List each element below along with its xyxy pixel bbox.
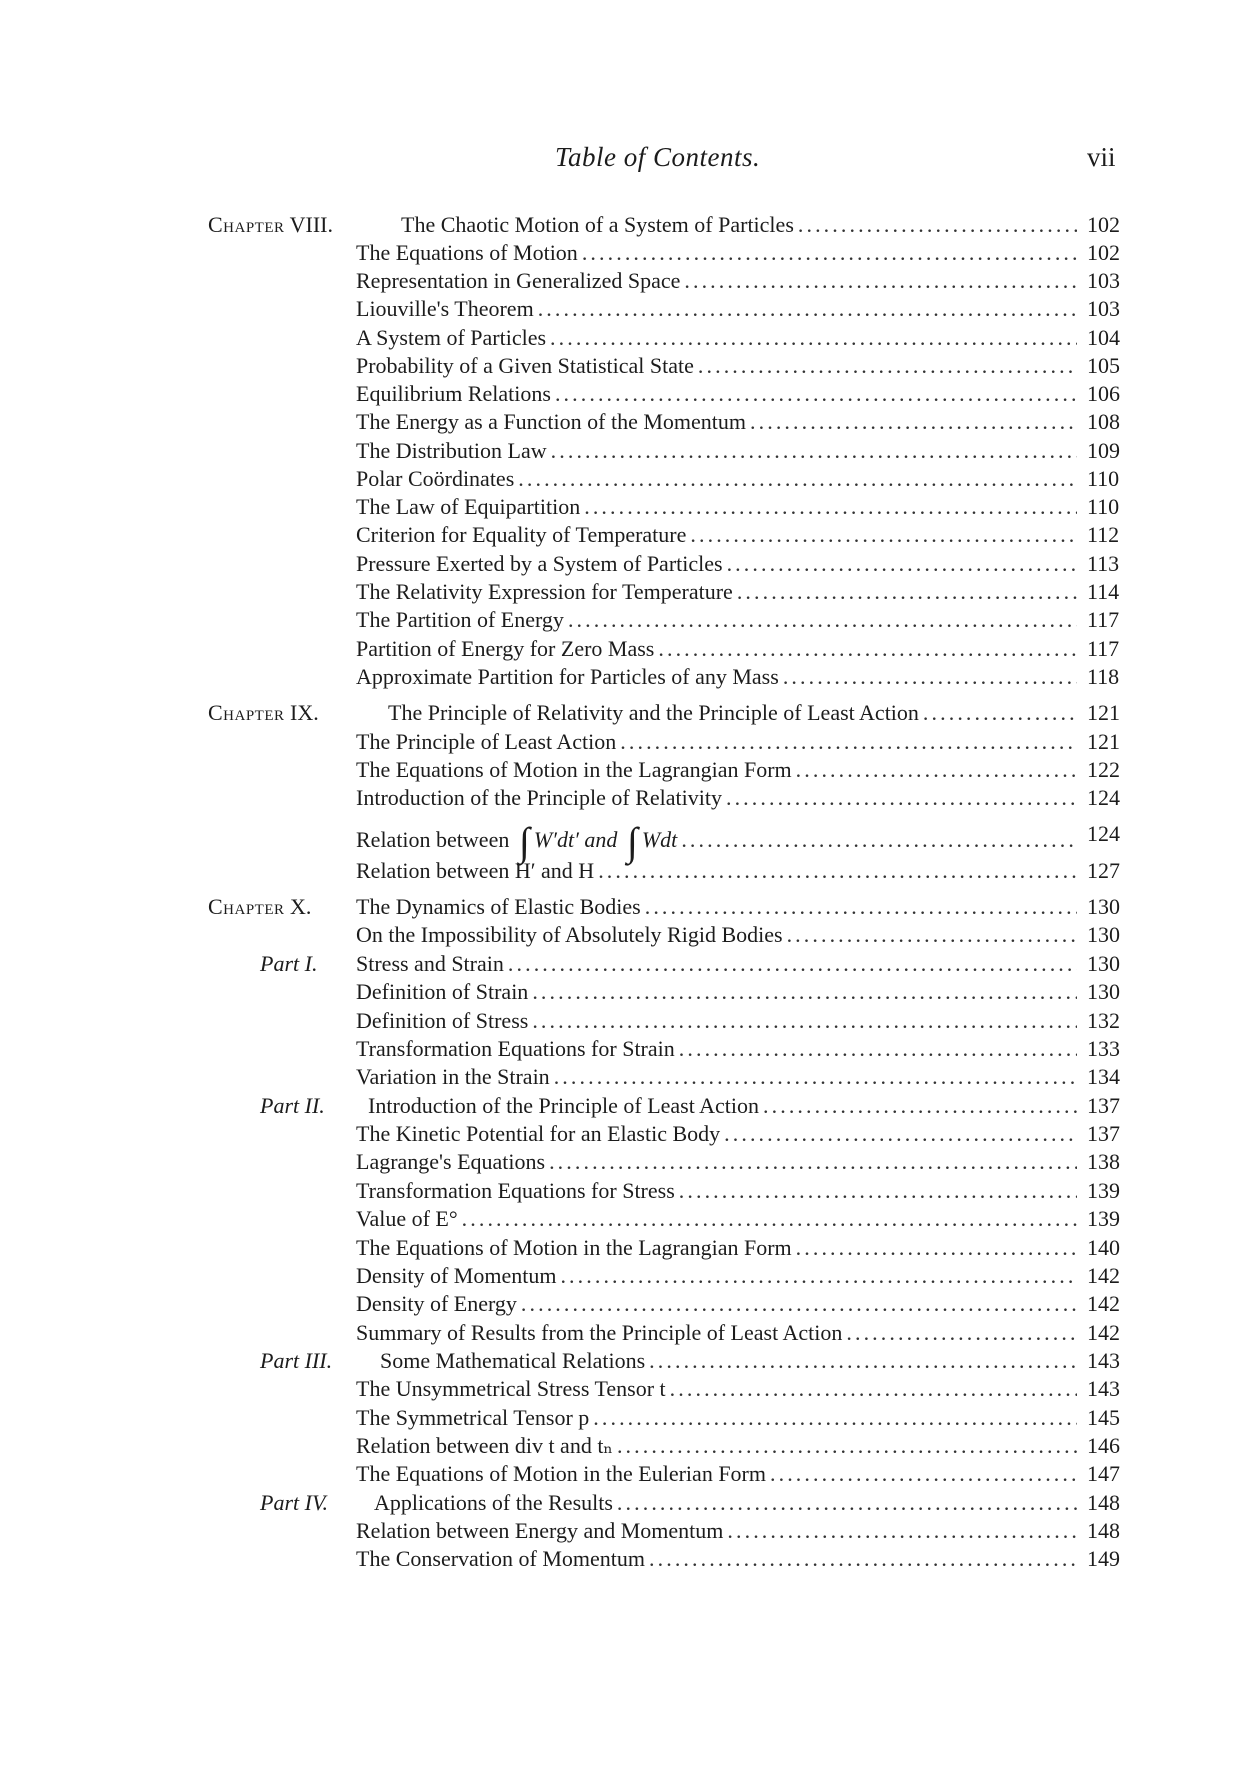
toc-page-number: 147 [1087, 1461, 1120, 1486]
toc-page-number: 104 [1087, 325, 1120, 350]
toc-page-number: 103 [1087, 296, 1120, 321]
toc-line [0, 1346, 1259, 1376]
toc-line [0, 1176, 1259, 1206]
dot-leader [538, 294, 1077, 324]
dot-leader [727, 1516, 1077, 1546]
toc-entry-title: The Unsymmetrical Stress Tensor t [356, 1376, 666, 1401]
toc-page-number: 110 [1087, 494, 1120, 519]
toc-line [0, 812, 1259, 864]
toc-entry[interactable] [356, 1374, 1080, 1404]
dot-leader [645, 892, 1077, 922]
toc-page-number: 127 [1087, 858, 1120, 883]
toc-line [0, 464, 1259, 494]
dot-leader [698, 351, 1077, 381]
toc-entry-title: Representation in Generalized Space [356, 268, 681, 293]
toc-line [0, 238, 1259, 268]
toc-line [0, 755, 1259, 785]
toc-line [0, 977, 1259, 1007]
toc-entry[interactable] [356, 464, 1080, 494]
toc-entry-title: A System of Particles [356, 325, 547, 350]
dot-leader [750, 407, 1077, 437]
toc-page-number: 124 [1087, 785, 1120, 810]
toc-page-number: 110 [1087, 466, 1120, 491]
dot-leader [679, 1034, 1077, 1064]
chapter-label [208, 892, 311, 922]
toc-page-number: 139 [1087, 1206, 1120, 1231]
title-fragment: W′dt′ and [533, 827, 618, 852]
toc-page-number: 148 [1087, 1518, 1120, 1543]
toc-page-number: 121 [1087, 729, 1120, 754]
dot-leader [593, 1403, 1077, 1433]
toc-entry[interactable] [356, 634, 1080, 664]
toc-line [0, 1091, 1259, 1121]
toc-page-number: 108 [1087, 409, 1120, 434]
toc-line [0, 294, 1259, 324]
dot-leader [658, 634, 1077, 664]
toc-line [0, 605, 1259, 635]
dot-leader [462, 1204, 1077, 1234]
dot-leader [670, 1374, 1077, 1404]
dot-leader [798, 210, 1077, 240]
dot-leader [763, 1091, 1077, 1121]
dot-leader [518, 464, 1077, 494]
toc-entry-title [356, 812, 677, 862]
dot-leader [620, 727, 1077, 757]
toc-entry-title: The Equations of Motion in the Lagrangian Form [356, 1235, 792, 1260]
toc-line [0, 1261, 1259, 1291]
toc-entry[interactable] [356, 1147, 1080, 1177]
running-header-title: Table of Contents. [555, 142, 761, 172]
toc-entry[interactable] [356, 351, 1080, 381]
toc-entry-title: The Conservation of Momentum [356, 1546, 646, 1571]
toc-page-number: 138 [1087, 1149, 1120, 1174]
toc-entry-title: The Principle of Least Action [356, 729, 617, 754]
dot-leader [550, 323, 1077, 353]
toc-page-number: 130 [1087, 922, 1120, 947]
toc-page-number: 122 [1087, 757, 1120, 782]
toc-entry[interactable] [356, 1431, 1080, 1461]
toc-line [0, 920, 1259, 950]
toc-entry-title: Approximate Partition for Particles of any Mass [356, 664, 779, 689]
toc-line [0, 1147, 1259, 1177]
toc-entry-title: Partition of Energy for Zero Mass [356, 636, 655, 661]
integral-sign: ∫ [518, 819, 530, 864]
toc-entry[interactable] [356, 783, 1080, 813]
dot-leader [724, 1119, 1077, 1149]
chapter-label [208, 698, 319, 728]
toc-entry[interactable] [356, 1034, 1080, 1064]
toc-entry-title: Introduction of the Principle of Least Action [368, 1093, 760, 1118]
chapter-word: Chapter [208, 212, 285, 237]
dot-leader [521, 1289, 1077, 1319]
part-label: Part I. [260, 951, 318, 976]
toc-line [0, 1516, 1259, 1546]
toc-line [0, 698, 1259, 728]
toc-entry[interactable] [356, 407, 1080, 437]
dot-leader [584, 492, 1077, 522]
dot-leader [582, 238, 1077, 268]
toc-entry-title: The Distribution Law [356, 438, 547, 463]
toc-page-number: 118 [1087, 664, 1120, 689]
toc-entry[interactable] [356, 549, 1080, 579]
toc-page-number: 105 [1087, 353, 1120, 378]
toc-line [0, 436, 1259, 466]
toc-entry-title: Summary of Results from the Principle of Least Action [356, 1320, 843, 1345]
toc-line [0, 1374, 1259, 1404]
toc-entry[interactable] [356, 266, 1080, 296]
toc-entry-title: Equilibrium Relations [356, 381, 551, 406]
toc-page-number: 143 [1087, 1376, 1120, 1401]
toc-page-number: 102 [1087, 240, 1120, 265]
toc-entry[interactable] [356, 1289, 1080, 1319]
toc-entry-title: Variation in the Strain [356, 1064, 550, 1089]
chapter-word: Chapter [208, 894, 285, 919]
toc-entry-title: Definition of Stress [356, 1008, 529, 1033]
dot-leader [532, 977, 1077, 1007]
dot-leader [649, 1346, 1077, 1376]
toc-line [0, 783, 1259, 813]
toc-entry[interactable] [356, 1403, 1080, 1433]
toc-page-number: 113 [1087, 551, 1120, 576]
toc-page-number: 145 [1087, 1405, 1120, 1430]
toc-entry-title: The Dynamics of Elastic Bodies [356, 894, 641, 919]
toc-page-number: 114 [1087, 579, 1120, 604]
toc-line [0, 1062, 1259, 1092]
integral-sign: ∫ [626, 819, 638, 864]
toc-page-number: 146 [1087, 1433, 1120, 1458]
toc-entry-title: The Partition of Energy [356, 607, 564, 632]
toc-entry[interactable] [356, 520, 1080, 550]
toc-line [0, 949, 1259, 979]
toc-entry[interactable] [356, 856, 1080, 886]
dot-leader [796, 1233, 1077, 1263]
toc-entry-title: Value of E° [356, 1206, 458, 1231]
toc-entry[interactable] [356, 436, 1080, 466]
toc-entry[interactable] [356, 1119, 1080, 1149]
toc-page-number: 130 [1087, 979, 1120, 1004]
toc-entry[interactable] [356, 812, 1080, 864]
toc-entry[interactable] [356, 1233, 1080, 1263]
toc-entry-title: Criterion for Equality of Temperature [356, 522, 687, 547]
dot-leader [554, 1062, 1077, 1092]
toc-page-number: 102 [1087, 212, 1120, 237]
dot-leader [783, 662, 1077, 692]
toc-entry[interactable] [374, 1488, 1080, 1518]
toc-line [0, 210, 1259, 240]
toc-page-number: 139 [1087, 1178, 1120, 1203]
toc-page-number: 103 [1087, 268, 1120, 293]
toc-page-number: 117 [1087, 636, 1120, 661]
toc-entry[interactable] [356, 662, 1080, 692]
toc-line [0, 1119, 1259, 1149]
toc-entry-title: The Energy as a Function of the Momentum [356, 409, 747, 434]
chapter-number: X. [290, 894, 312, 919]
toc-entry[interactable] [356, 1516, 1080, 1546]
toc-entry[interactable] [356, 1062, 1080, 1092]
toc-entry-title: Some Mathematical Relations [380, 1348, 646, 1373]
toc-page-number: 106 [1087, 381, 1120, 406]
toc-entry[interactable] [356, 1544, 1080, 1574]
toc-page-number: 142 [1087, 1263, 1120, 1288]
toc-page-number: 134 [1087, 1064, 1120, 1089]
toc-entry-title: Relation between Energy and Momentum [356, 1518, 724, 1543]
toc-line [0, 1006, 1259, 1036]
toc-entry-title: Polar Coördinates [356, 466, 515, 491]
toc-entry-title: Lagrange's Equations [356, 1149, 546, 1174]
toc-line [0, 266, 1259, 296]
toc-line [0, 892, 1259, 922]
toc-entry-title: Transformation Equations for Stress [356, 1178, 675, 1203]
toc-page-number: 142 [1087, 1291, 1120, 1316]
dot-leader [727, 549, 1077, 579]
toc-page-number: 130 [1087, 894, 1120, 919]
dot-leader [598, 856, 1077, 886]
chapter-word: Chapter [208, 700, 285, 725]
dot-leader [787, 920, 1077, 950]
toc-line [0, 549, 1259, 579]
dot-leader [770, 1459, 1077, 1489]
toc-entry-title: The Equations of Motion in the Eulerian Form [356, 1461, 766, 1486]
dot-leader [555, 379, 1077, 409]
toc-line [0, 379, 1259, 409]
dot-leader [796, 755, 1077, 785]
toc-page-number: 137 [1087, 1093, 1120, 1118]
dot-leader [726, 783, 1077, 813]
toc-line [0, 1289, 1259, 1319]
toc-entry[interactable] [356, 294, 1080, 324]
toc-entry-title: Definition of Strain [356, 979, 529, 1004]
toc-entry[interactable] [356, 379, 1080, 409]
dot-leader [649, 1544, 1077, 1574]
toc-entry[interactable] [388, 698, 1080, 728]
toc-line [0, 1403, 1259, 1433]
toc-entry[interactable] [356, 892, 1080, 922]
toc-entry-title: The Law of Equipartition [356, 494, 581, 519]
toc-entry-title: Pressure Exerted by a System of Particles [356, 551, 723, 576]
toc-entry[interactable] [356, 492, 1080, 522]
toc-entry[interactable] [356, 977, 1080, 1007]
toc-entry-title: Relation between div t and tₙ [356, 1433, 613, 1458]
toc-line [0, 520, 1259, 550]
toc-entry[interactable] [401, 210, 1080, 240]
title-fragment: Relation between [356, 827, 510, 852]
dot-leader [737, 577, 1077, 607]
chapter-label [208, 210, 333, 240]
toc-entry[interactable] [356, 727, 1080, 757]
toc-line [0, 662, 1259, 692]
toc-line [0, 1318, 1259, 1348]
toc-entry-title: The Equations of Motion [356, 240, 578, 265]
toc-page-number: 132 [1087, 1008, 1120, 1033]
dot-leader [846, 1318, 1077, 1348]
toc-page-number: 149 [1087, 1546, 1120, 1571]
toc-entry[interactable] [356, 755, 1080, 785]
toc-entry-title: Density of Energy [356, 1291, 517, 1316]
part-label: Part II. [260, 1093, 325, 1118]
toc-entry-title: Liouville's Theorem [356, 296, 534, 321]
running-header-page-number: vii [1087, 142, 1116, 172]
toc-line [0, 1034, 1259, 1064]
toc-entry-title: The Equations of Motion in the Lagrangian Form [356, 757, 792, 782]
toc-entry[interactable] [356, 577, 1080, 607]
toc-line [0, 492, 1259, 522]
toc-line [0, 323, 1259, 353]
dot-leader [690, 520, 1077, 550]
dot-leader [617, 1431, 1077, 1461]
toc-page-number: 133 [1087, 1036, 1120, 1061]
toc-entry-title: Density of Momentum [356, 1263, 557, 1288]
chapter-number: IX. [290, 700, 319, 725]
toc-entry[interactable] [356, 1204, 1080, 1234]
toc-page-number: 143 [1087, 1348, 1120, 1373]
toc-entry-title: Probability of a Given Statistical State [356, 353, 694, 378]
toc-line [0, 634, 1259, 664]
toc-line [0, 727, 1259, 757]
toc-entry-title: The Principle of Relativity and the Principle of Least Action [388, 700, 919, 725]
toc-entry[interactable] [356, 949, 1080, 979]
dot-leader [551, 436, 1077, 466]
toc-entry[interactable] [380, 1346, 1080, 1376]
toc-page-number: 117 [1087, 607, 1120, 632]
toc-page-number: 130 [1087, 951, 1120, 976]
dot-leader [923, 698, 1077, 728]
toc-line [0, 1233, 1259, 1263]
toc-entry[interactable] [356, 1459, 1080, 1489]
toc-entry[interactable] [356, 323, 1080, 353]
dot-leader [617, 1488, 1077, 1518]
toc-page-number: 121 [1087, 700, 1120, 725]
dot-leader [560, 1261, 1077, 1291]
toc-line [0, 1488, 1259, 1518]
toc-entry[interactable] [368, 1091, 1080, 1121]
toc-line [0, 351, 1259, 381]
toc-page-number: 124 [1087, 821, 1120, 846]
toc-entry[interactable] [356, 238, 1080, 268]
toc-entry[interactable] [356, 1318, 1080, 1348]
toc-line [0, 407, 1259, 437]
toc-line [0, 1544, 1259, 1574]
dot-leader [684, 266, 1077, 296]
toc-entry-title: Transformation Equations for Strain [356, 1036, 675, 1061]
dot-leader [549, 1147, 1077, 1177]
toc-entry-title: Stress and Strain [356, 951, 504, 976]
chapter-number: VIII. [289, 212, 333, 237]
toc-page-number: 137 [1087, 1121, 1120, 1146]
toc-line [0, 1459, 1259, 1489]
toc-entry[interactable] [356, 605, 1080, 635]
toc-line [0, 856, 1259, 886]
toc-page-number: 148 [1087, 1490, 1120, 1515]
toc-line [0, 1204, 1259, 1234]
toc-entry-title: The Symmetrical Tensor p [356, 1405, 590, 1430]
dot-leader [568, 605, 1077, 635]
toc-entry-title: Relation between H′ and H [356, 858, 595, 883]
toc-entry[interactable] [356, 1006, 1080, 1036]
toc-entry-title: The Kinetic Potential for an Elastic Body [356, 1121, 721, 1146]
toc-entry-title: Introduction of the Principle of Relativity [356, 785, 722, 810]
toc-entry-title: The Relativity Expression for Temperature [356, 579, 733, 604]
toc-page-number: 109 [1087, 438, 1120, 463]
dot-leader [508, 949, 1077, 979]
toc-page-number: 142 [1087, 1320, 1120, 1345]
part-label: Part III. [260, 1348, 333, 1373]
toc-line [0, 577, 1259, 607]
dot-leader [679, 1176, 1077, 1206]
toc-entry[interactable] [356, 1261, 1080, 1291]
toc-entry-title: On the Impossibility of Absolutely Rigid Bodies [356, 922, 783, 947]
toc-page-number: 112 [1087, 522, 1120, 547]
toc-entry[interactable] [356, 920, 1080, 950]
title-fragment: Wdt [641, 827, 678, 852]
toc-entry-title: The Chaotic Motion of a System of Particles [401, 212, 794, 237]
toc-entry[interactable] [356, 1176, 1080, 1206]
toc-page-number: 140 [1087, 1235, 1120, 1260]
toc-line [0, 1431, 1259, 1461]
part-label: Part IV. [260, 1490, 329, 1515]
toc-entry-title: Applications of the Results [374, 1490, 613, 1515]
dot-leader [532, 1006, 1077, 1036]
